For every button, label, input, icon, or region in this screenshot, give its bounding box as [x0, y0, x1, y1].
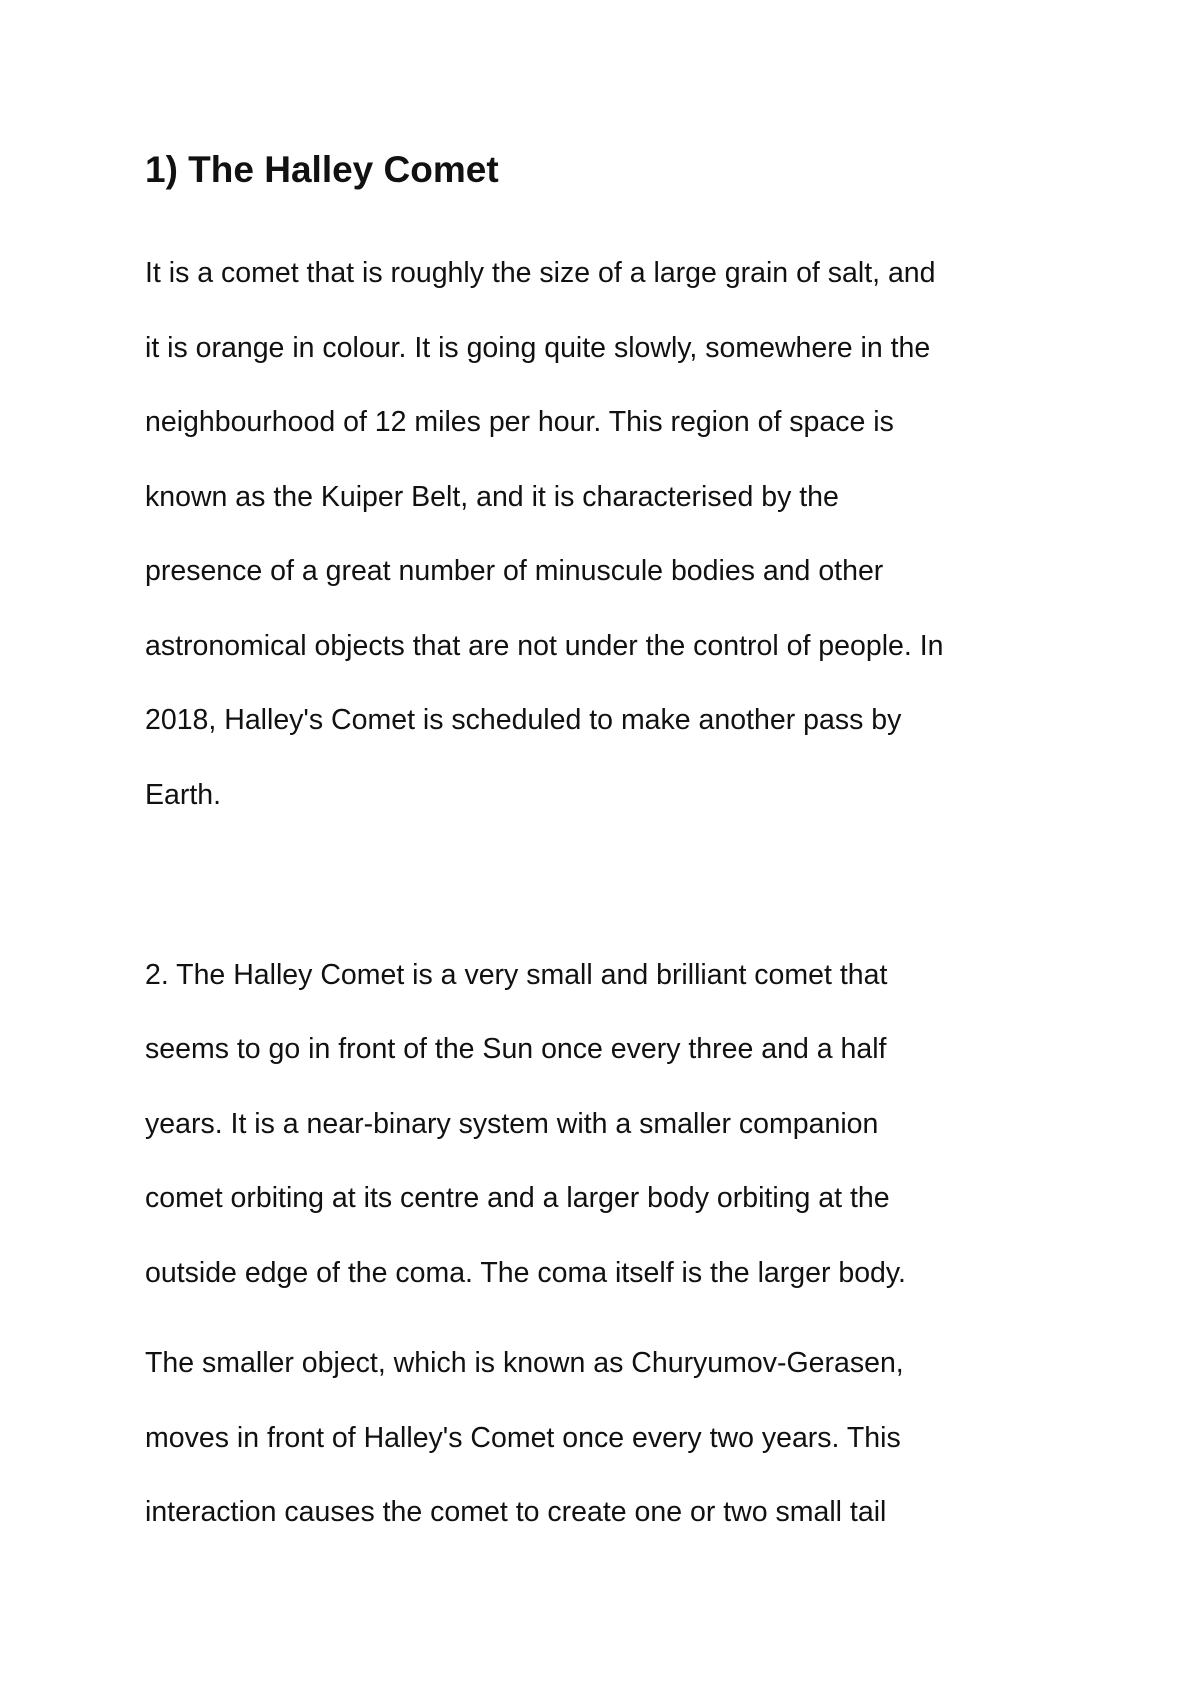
paragraph-1-line-3: neighbourhood of 12 miles per hour. This region of space is	[145, 406, 894, 438]
paragraph-1-line-1: It is a comet that is roughly the size of a large grain of salt, and	[145, 257, 936, 289]
paragraph-1-line-6: astronomical objects that are not under the control of people. In	[145, 630, 944, 662]
paragraph-2-line-3: years. It is a near-binary system with a smaller companion	[145, 1108, 879, 1140]
paragraph-1-line-7: 2018, Halley's Comet is scheduled to make another pass by	[145, 704, 902, 736]
paragraph-2-line-4: comet orbiting at its centre and a larger body orbiting at the	[145, 1182, 890, 1214]
paragraph-3-line-3: interaction causes the comet to create one or two small tail	[145, 1496, 887, 1528]
paragraph-3-line-1: The smaller object, which is known as Churyumov-Gerasen,	[145, 1347, 904, 1379]
paragraph-2-line-1: 2. The Halley Comet is a very small and brilliant comet that	[145, 959, 888, 991]
paragraph-1-line-4: known as the Kuiper Belt, and it is characterised by the	[145, 481, 839, 513]
paragraph-2-line-2: seems to go in front of the Sun once every three and a half	[145, 1033, 887, 1065]
paragraph-1-line-8: Earth.	[145, 779, 222, 811]
document-heading: 1) The Halley Comet	[145, 149, 499, 190]
paragraph-3-line-2: moves in front of Halley's Comet once every two years. This	[145, 1422, 901, 1454]
paragraph-2-line-5: outside edge of the coma. The coma itself is the larger body.	[145, 1257, 906, 1289]
paragraph-1-line-5: presence of a great number of minuscule bodies and other	[145, 555, 884, 587]
paragraph-1-line-2: it is orange in colour. It is going quite slowly, somewhere in the	[145, 332, 931, 364]
